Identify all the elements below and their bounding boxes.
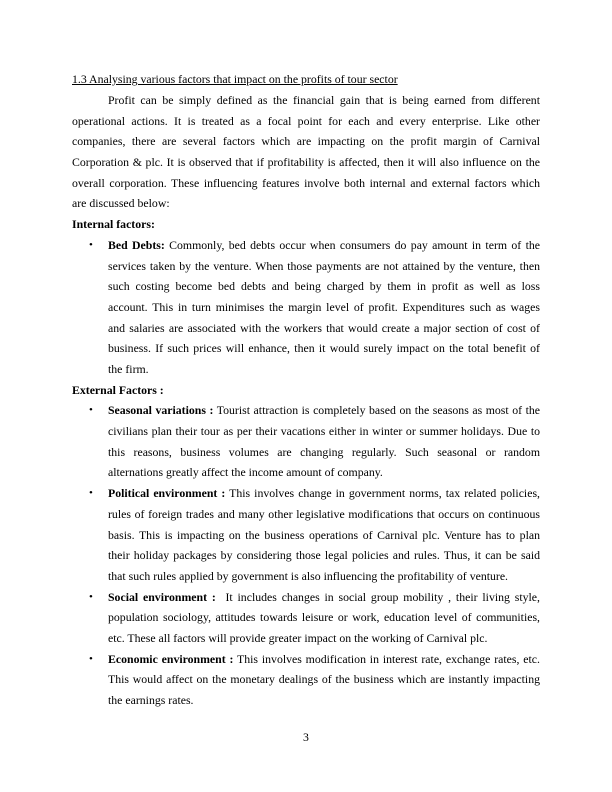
intro-line: companies, there are several factors which are impacting on the profit margin of Carnival (72, 134, 540, 148)
intro-line: are discussed below: (72, 196, 170, 210)
intro-line: overall corporation. These influencing features involve both internal and external factors which (72, 176, 540, 190)
social-term: Social environment : (108, 590, 216, 604)
social-text: It includes changes in social group mobility , their living style, (215, 590, 540, 604)
economic-line: This would affect on the monetary dealings of the business which are instantly impacting (108, 672, 540, 686)
political-text: This involves change in government norms, tax related policies, (225, 486, 540, 500)
seasonal-item (108, 403, 540, 417)
bad-debts-line: the firm. (108, 362, 149, 376)
economic-line: the earnings rates. (108, 693, 194, 707)
social-item (108, 590, 540, 604)
intro-line: Profit can be simply defined as the financial gain that is being earned from different (108, 93, 540, 107)
bullet-icon: • (89, 653, 93, 665)
political-item (108, 486, 540, 500)
seasonal-line: alternations greatly affect the income amount of company. (108, 465, 383, 479)
bad-debts-term: Bed Debts: (108, 238, 165, 252)
section-heading: 1.3 Analysing various factors that impact on the profits of tour sector (72, 72, 398, 86)
page-number: 3 (303, 730, 309, 744)
political-line: their holiday packages by considering those legal policies and rules. Thus, it can be said (108, 548, 540, 562)
bullet-icon: • (89, 239, 93, 251)
bad-debts-line: services taken by the venture. When those payments are not attained by the venture, then (108, 259, 540, 273)
bad-debts-line: business. If such prices will enhance, then it would surely impact on the total benefit of (108, 341, 540, 355)
bad-debts-text: Commonly, bed debts occur when consumers do pay amount in term of the (164, 238, 540, 252)
bullet-icon: • (89, 591, 93, 603)
bad-debts-line: such costing become bed debts and being charged by them in profit as well as loss (108, 279, 540, 293)
bad-debts-line: account. This in turn minimises the margin level of profit. Expenditures such as wages (108, 300, 540, 314)
seasonal-line: this reasons, business volumes are changing regularly. Such seasonal or random (108, 445, 540, 459)
bad-debts-item (108, 238, 540, 252)
intro-line: operational actions. It is treated as a focal point for each and every enterprise. Like other (72, 114, 540, 128)
bullet-icon: • (89, 404, 93, 416)
economic-item (108, 652, 540, 666)
political-line: basis. This is impacting on the business operations of Carnival plc. Venture has to plan (108, 528, 540, 542)
bad-debts-line: and salaries are associated with the workers that would create a major section of cost of (108, 321, 540, 335)
political-line: that such rules applied by government is also influencing the profitability of venture. (108, 569, 509, 583)
seasonal-text: Tourist attraction is completely based on the seasons as most of the (213, 403, 541, 417)
political-line: rules of foreign trades and many other legislative modifications that occurs on continuous (108, 507, 540, 521)
economic-text: This involves modification in interest rate, exchange rates, etc. (233, 652, 540, 666)
external-factors-heading: External Factors : (72, 383, 164, 397)
economic-term: Economic environment : (108, 652, 234, 666)
seasonal-term: Seasonal variations : (108, 403, 214, 417)
internal-factors-heading: Internal factors: (72, 217, 155, 231)
intro-line: Corporation & plc. It is observed that if profitability is affected, then it will also influence on the (72, 155, 540, 169)
seasonal-line: civilians plan their tour as per their vacations either in winter or summer holidays. Due to (108, 424, 540, 438)
bullet-icon: • (89, 487, 93, 499)
social-line: population sociology, attitudes towards leisure or work, education level of communities, (108, 610, 540, 624)
social-line: etc. These all factors will provide greater impact on the working of Carnival plc. (108, 631, 488, 645)
political-term: Political environment : (108, 486, 226, 500)
